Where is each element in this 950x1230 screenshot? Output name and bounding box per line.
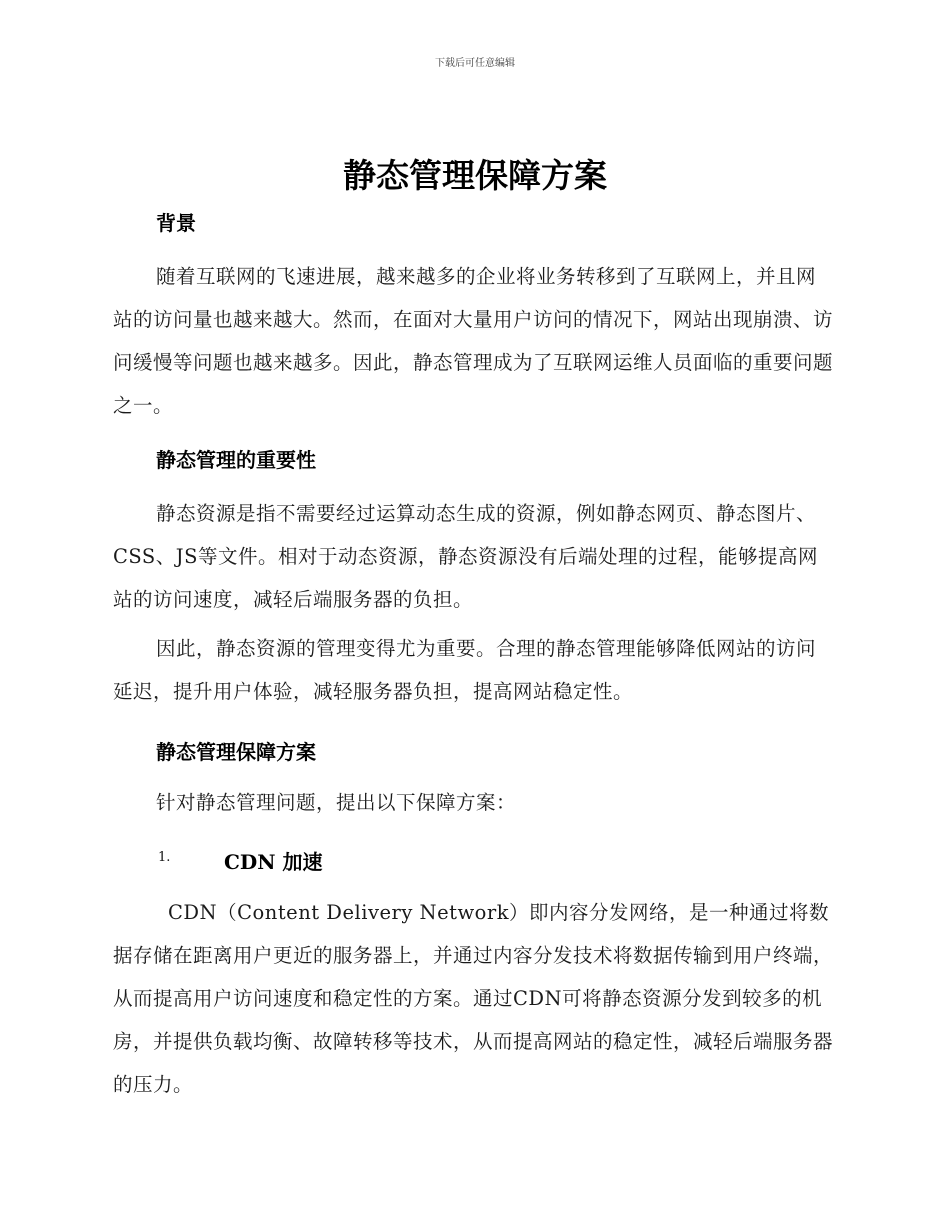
list-item-cdn xyxy=(158,846,758,874)
paragraph-importance-2: 因此，静态资源的管理变得尤为重要。合理的静态管理能够降低网站的访问延迟，提升用户体验，减轻服务器负担，提高网站稳定性。 xyxy=(113,637,817,703)
section-heading-background: 背景 xyxy=(156,211,196,235)
header-note: 下载后可任意编辑 xyxy=(435,58,515,69)
list-item-number: 1. xyxy=(158,850,171,865)
list-item-label: CDN 加速 xyxy=(224,850,323,874)
paragraph-importance-1: 静态资源是指不需要经过运算动态生成的资源，例如静态网页、静态图片、CSS、JS等文件。相对于动态资源，静态资源没有后端处理的过程，能够提高网站的访问速度，减轻后端服务器的负担。 xyxy=(113,502,818,611)
document-title: 静态管理保障方案 xyxy=(343,156,607,195)
paragraph-plan-intro: 针对静态管理问题，提出以下保障方案： xyxy=(156,791,517,814)
section-heading-plan: 静态管理保障方案 xyxy=(156,740,316,764)
paragraph-background: 随着互联网的飞速进展，越来越多的企业将业务转移到了互联网上，并且网站的访问量也越来越大。然而，在面对大量用户访问的情况下，网站出现崩溃、访问缓慢等问题也越来越多。因此，静态管理成为了互联网运维人员面临的重要问题之一。 xyxy=(113,265,834,417)
section-heading-importance: 静态管理的重要性 xyxy=(156,448,316,472)
paragraph-cdn: CDN（Content Delivery Network）即内容分发网络，是一种通过将数据存储在距离用户更近的服务器上，并通过内容分发技术将数据传输到用户终端，从而提高用户访问速度和稳定性的方案。通过CDN可将静态资源分发到较多的机房，并提供负载均衡、故障转移等技术，从而提高网站的稳定性，减轻后端服务器的压力。 xyxy=(113,901,834,1096)
